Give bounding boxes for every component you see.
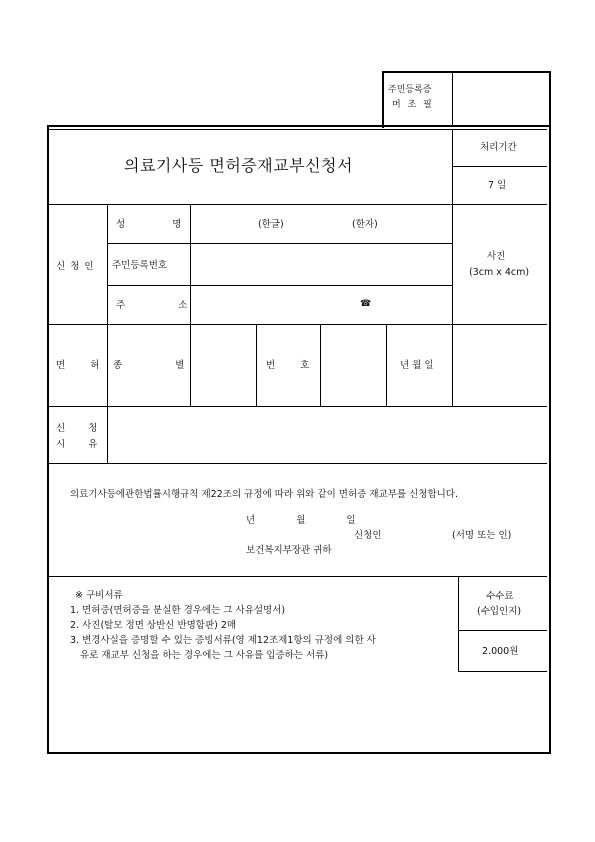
license-number-field[interactable] <box>321 325 386 406</box>
processing-divider <box>452 166 547 167</box>
license-type-field[interactable] <box>191 325 256 406</box>
fee-row-divider <box>458 630 547 631</box>
statement-text: 의료기사등에관한법률시행규칙 제22조의 규정에 따라 위와 같이 면허증 재교부를 신청합니다. <box>70 489 458 500</box>
reason-field[interactable] <box>108 407 545 463</box>
name-hanja-label: (한자) <box>352 219 378 230</box>
stamp-area[interactable] <box>453 73 545 126</box>
license-div-d <box>386 324 387 406</box>
document-item: 3. 변경사실을 증명할 수 있는 증빙서류(영 제12조제1항의 규정에 의한 사 <box>70 635 376 646</box>
statement-signature: (서명 또는 인) <box>452 530 512 541</box>
document-item: 2. 사진(탈모 정면 상반신 반명함판) 2매 <box>70 620 237 631</box>
applicant-label: 신 청 인 <box>56 261 95 272</box>
photo-size: (3cm x 4cm) <box>469 267 530 278</box>
license-number-label: 번 호 <box>266 360 310 371</box>
documents-header: ※ 구비서류 <box>75 590 123 601</box>
statement-recipient: 보건복지부장관 귀하 <box>246 545 332 556</box>
stamp-label-line2: 머 조 필 <box>392 100 434 110</box>
license-div-b <box>256 324 257 406</box>
address-field[interactable] <box>191 286 452 324</box>
name-hangul-label: (한글) <box>258 219 284 230</box>
reason-label-line2: 시 유 <box>56 439 98 450</box>
reason-label-line1: 신 청 <box>56 423 98 434</box>
resident-no-label: 주민등록번호 <box>112 260 168 271</box>
row-divider-4 <box>49 463 547 464</box>
processing-period-value: 7 일 <box>488 180 507 191</box>
license-date-field[interactable] <box>453 325 545 406</box>
photo-area[interactable] <box>453 205 545 324</box>
name-field[interactable] <box>191 205 452 243</box>
name-label: 성 명 <box>116 219 182 230</box>
fee-divider <box>458 576 459 672</box>
stamp-label-line1: 주민등록증 <box>388 85 432 95</box>
title-right-divider <box>452 130 453 205</box>
fee-amount: 2.000원 <box>482 646 519 657</box>
statement-applicant: 신청인 <box>354 530 382 541</box>
form-top-rule <box>49 129 547 130</box>
license-date-label: 년 월 일 <box>400 360 434 371</box>
fee-bottom-divider <box>458 671 547 672</box>
fee-label: 수수료 <box>486 591 514 602</box>
document-item: 유로 재교부 신청을 하는 경우에는 그 사유를 입증하는 서류) <box>80 650 329 661</box>
fee-sublabel: (수입인지) <box>477 606 522 617</box>
form-title: 의료기사등 면허증재교부신청서 <box>124 156 353 175</box>
resident-no-field[interactable] <box>191 244 452 285</box>
statement-date: 년 월 일 <box>246 515 356 526</box>
phone-icon: ☎ <box>360 299 372 309</box>
license-type-label: 종 별 <box>113 360 185 371</box>
document-item: 1. 면허증(면허증을 분실한 경우에는 그 사유설명서) <box>70 605 286 616</box>
processing-period-label: 처리기간 <box>480 142 517 153</box>
row-divider-5 <box>49 576 547 577</box>
license-label: 면 허 <box>56 360 100 371</box>
address-label: 주 소 <box>116 300 188 311</box>
photo-label: 사진 <box>487 251 506 262</box>
